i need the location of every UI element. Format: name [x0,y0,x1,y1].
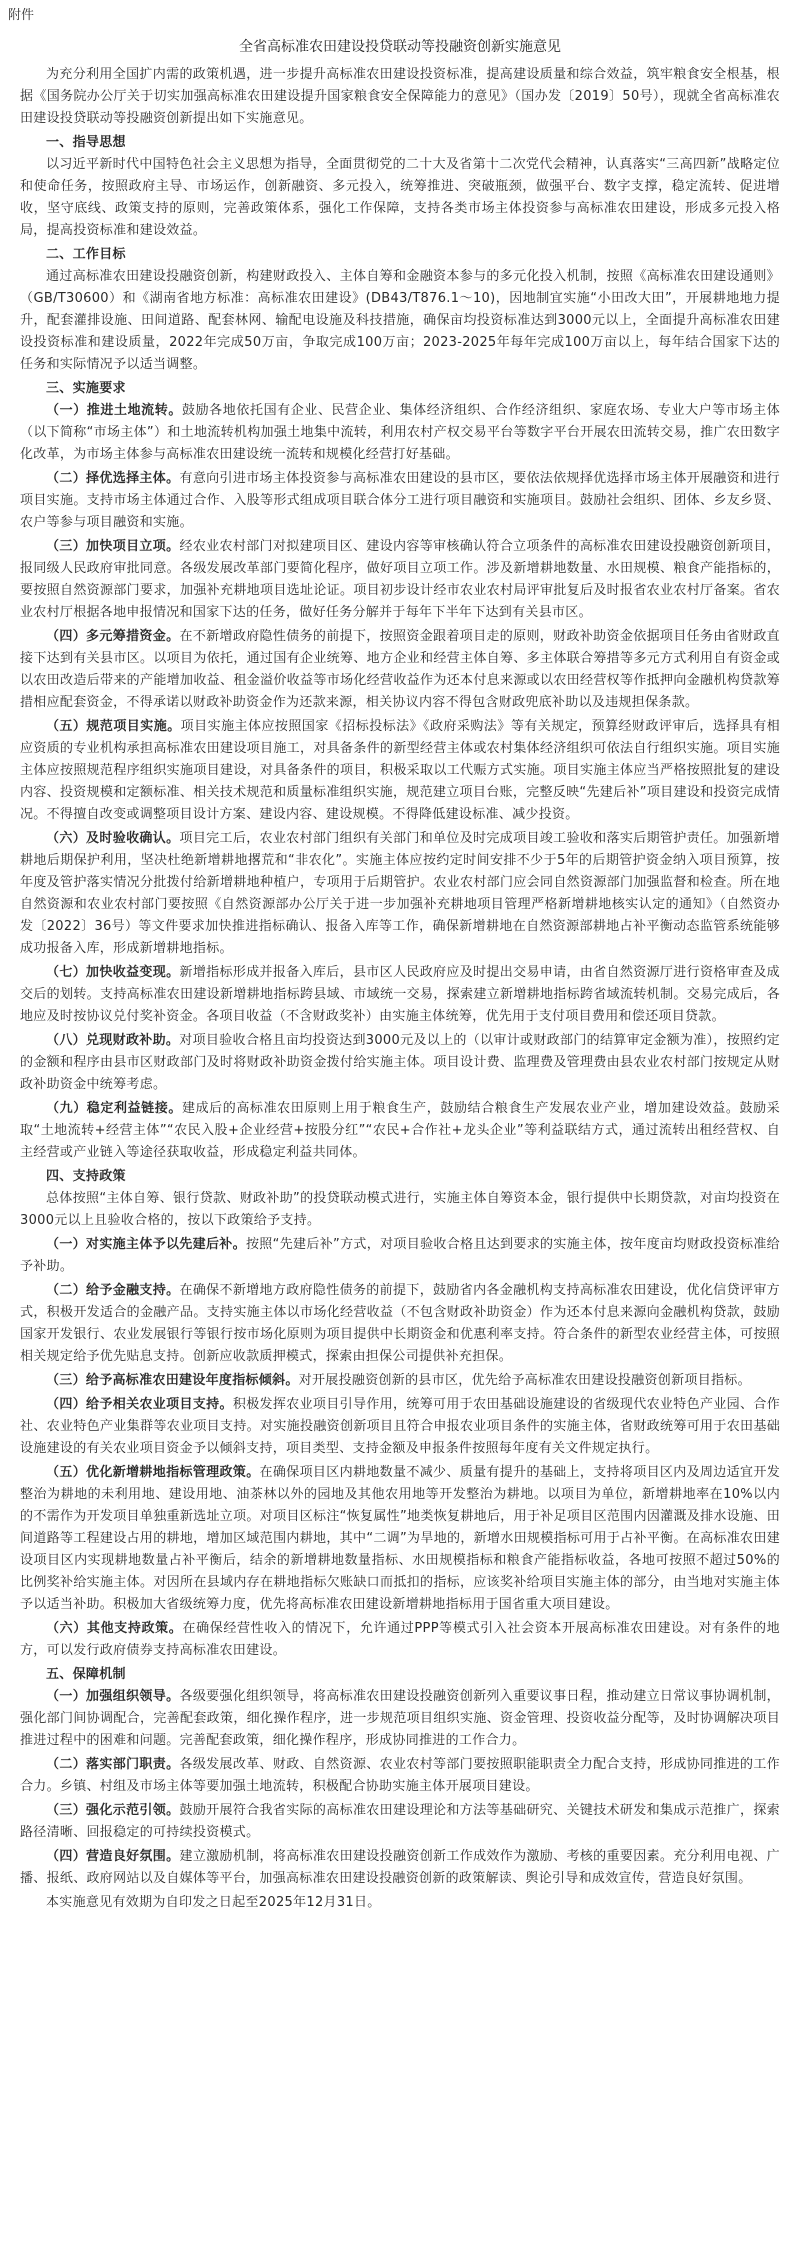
section-paragraph [20,716,780,826]
paragraph-text: 经农业农村部门对拟建项目区、建设内容等审核确认符合立项条件的高标准农田建设投融资创新项目，报同级人民政府审批同意。各级发展改革部门要简化程序，做好项目立项工作。涉及新增耕地数量、水田规模、粮食产能指标的，要按照自然资源部门要求，加强补充耕地项目选址论证。项目初步设计经市农业农村局评审批复后及时报省农业农村厅备案。省农业农村厅根据各地申报情况和国家下达的任务，做好任务分解并于每年下半年下达到有关县市区。 [20,539,780,620]
paragraph-lead: （三）强化示范引领。 [46,1803,180,1818]
section-heading: 一、指导思想 [46,135,126,150]
section-paragraph [20,266,780,376]
paragraph-text: 各级要强化组织领导，将高标准农田建设投融资创新列入重要议事日程，推动建立日常议事协调机制，强化部门间协调配合，完善配套政策，细化操作程序，进一步规范项目组织实施、资金管理、投资收益分配等，及时协调解决项目推进过程中的困难和问题。完善配套政策，细化操作程序，形成协同推进的工作合力。 [20,1689,780,1748]
section-paragraph [20,626,780,714]
section-paragraph [20,1370,780,1392]
intro-paragraph: 为充分利用全国扩内需的政策机遇，进一步提升高标准农田建设投资标准，提高建设质量和综合效益，筑牢粮食安全根基，根据《国务院办公厅关于切实加强高标准农田建设提升国家粮食安全保障能力的意见》（国办发〔2019〕50号），现就全省高标准农田建设投贷联动等投融资创新提出如下实施意见。 [20,67,780,126]
section-paragraph [20,536,780,624]
section-paragraph [20,1618,780,1662]
section-heading: 四、支持政策 [46,1169,126,1184]
section-paragraph [20,1234,780,1278]
attachment-label: 附件 [8,8,35,23]
paragraph-lead: （四）多元筹措资金。 [46,629,180,644]
paragraph-text: 建成后的高标准农田原则上用于粮食生产，鼓励结合粮食生产发展农业产业，增加建设效益。鼓励采取“土地流转+经营主体”“农民入股+企业经营+按股分红”“农民+合作社+龙头企业”等利益联结方式，通过流转出租经营权、自主经营或产业链入等途径获取收益，形成稳定利益共同体。 [20,1101,780,1160]
section-paragraph [20,400,780,466]
paragraph-text: 以习近平新时代中国特色社会主义思想为指导，全面贯彻党的二十大及省第十二次党代会精神，认真落实“三高四新”战略定位和使命任务，按照政府主导、市场运作，创新融资、多元投入，统筹推进、突破瓶颈，做强平台、数字支撑，稳定流转、促进增收，坚守底线、政策支持的原则，完善政策体系，强化工作保障，支持各类市场主体投资参与高标准农田建设，形成多元投入格局，提高投资标准和建设效益。 [20,157,780,238]
section-paragraph [20,1800,780,1844]
paragraph-text: 在确保项目区内耕地数量不减少、质量有提升的基础上，支持将项目区内及周边适宜开发整治为耕地的未利用地、建设用地、油茶林以外的园地及其他农用地等开发整治为耕地。以项目为单位，新增耕地率在10%以内的不需作为开发项目单独重新选址立项。对项目区标注“恢复属性”地类恢复耕地后，用于补足项目区范围内因灌溉及排水设施、田间道路等工程建设占用的耕地，增加区域范围内耕地，其中“二调”为旱地的，新增水田规模指标可用于占补平衡。在高标准农田建设项目区内实现耕地数量占补平衡后，结余的新增耕地数量指标、水田规模指标和粮食产能指标收益，各地可按照不超过50%的比例奖补给实施主体。对因所在县域内存在耕地指标欠账缺口而抵扣的指标，应该奖补给项目实施主体的部分，由当地对实施主体予以适当补助。积极加大省级统筹力度，优先将高标准农田建设新增耕地指标用于国省重大项目建设。 [20,1465,780,1612]
paragraph-lead: （二）给予金融支持。 [46,1283,180,1298]
section-heading: 二、工作目标 [46,247,126,262]
paragraph-text: 对项目验收合格且亩均投资达到3000元及以上的（以审计或财政部门的结算审定金额为准），按照约定的金额和程序由县市区财政部门及时将财政补助资金拨付给实施主体。项目设计费、监理费及管理费由县农业农村部门按规定从财政补助资金中统筹考虑。 [20,1033,780,1092]
paragraph-text: 建立激励机制，将高标准农田建设投融资创新工作成效作为激励、考核的重要因素。充分利用电视、广播、报纸、政府网站以及自媒体等平台，加强高标准农田建设投融资创新的政策解读、舆论引导和成效宣传，营造良好氛围。 [20,1849,780,1886]
section-paragraph [20,1098,780,1164]
paragraph-text: 新增指标形成并报备入库后，县市区人民政府应及时提出交易申请，由省自然资源厅进行资格审查及成交后的划转。支持高标准农田建设新增耕地指标跨县域、市域统一交易，探索建立新增耕地指标跨省域流转机制。交易完成后，各地应及时按协议兑付奖补资金。各项目收益（不含财政奖补）由实施主体统筹，优先用于支付项目费用和偿还项目贷款。 [20,965,780,1024]
paragraph-text: 各级发展改革、财政、自然资源、农业农村等部门要按照职能职责全力配合支持，形成协同推进的工作合力。乡镇、村组及市场主体等要加强土地流转，积极配合协助实施主体开展项目建设。 [20,1757,780,1794]
paragraph-lead: （四）给予相关农业项目支持。 [46,1397,233,1412]
paragraph-text: 通过高标准农田建设投融资创新，构建财政投入、主体自筹和金融资本参与的多元化投入机制，按照《高标准农田建设通则》（GB/T30600）和《湖南省地方标准：高标准农田建设》(DB43/T876.1～10)，因地制宜实施“小田改大田”，开展耕地地力提升，配套灌排设施、田间道路、配套林网、输配电设施及科技措施，确保亩均投资标准达到3000元以上，全面提升高标准农田建设投资标准和建设质量，2022年完成50万亩，争取完成100万亩；2023-2025年每年完成100万亩以上，每年结合国家下达的任务和实际情况予以适当调整。 [20,269,780,372]
paragraph-text: 总体按照“主体自筹、银行贷款、财政补助”的投贷联动模式进行，实施主体自筹资本金，银行提供中长期贷款，对亩均投资在3000元以上且验收合格的，按以下政策给予支持。 [20,1191,780,1228]
paragraph-lead: （五）优化新增耕地指标管理政策。 [46,1465,260,1480]
section-paragraph [20,1188,780,1232]
paragraph-lead: （一）对实施主体予以先建后补。 [46,1237,246,1252]
paragraph-text: 项目完工后，农业农村部门组织有关部门和单位及时完成项目竣工验收和落实后期管护责任。加强新增耕地后期保护利用，坚决杜绝新增耕地撂荒和“非农化”。实施主体应按约定时间安排不少于5年的后期管护资金纳入项目预算，按年度及管护落实情况分批拨付给新增耕地种植户，专项用于后期管护。农业农村部门应会同自然资源部门加强监督和检查。所在地自然资源和农业农村部门要按照《自然资源部办公厅关于进一步加强补充耕地项目管理严格新增耕地核实认定的通知》（自然资办发〔2022〕36号）等文件要求加快推进指标确认、报备入库等工作，确保新增耕地在自然资源部耕地占补平衡动态监管系统能够成功报备入库，形成新增耕地指标。 [20,831,780,956]
paragraph-lead: （一）加强组织领导。 [46,1689,180,1704]
section-paragraph [20,1030,780,1096]
paragraph-text: 按照“先建后补”方式，对项目验收合格且达到要求的实施主体，按年度亩均财政投资标准给予补助。 [20,1237,780,1274]
section-paragraph [20,1754,780,1798]
paragraph-text: 项目实施主体应按照国家《招标投标法》《政府采购法》等有关规定，预算经财政评审后，选择具有相应资质的专业机构承担高标准农田建设项目施工，对具备条件的新型经营主体或农村集体经济组织可依法自行组织实施。项目实施主体应按照规范程序组织实施项目建设，对具备条件的项目，积极采取以工代赈方式实施。项目实施主体应当严格按照批复的建设内容、投资规模和定额标准、相关技术规范和质量标准组织实施，规范建立项目台账，完整反映“先建后补”项目建设和投资完成情况。不得擅自改变或调整项目设计方案、建设内容、建设规模。不得降低建设标准、减少投资。 [20,719,780,822]
paragraph-lead: （六）其他支持政策。 [46,1621,183,1636]
paragraph-lead: （七）加快收益变现。 [46,965,180,980]
paragraph-text: 在不新增政府隐性债务的前提下，按照资金跟着项目走的原则，财政补助资金依据项目任务由省财政直接下达到有关县市区。以项目为依托，通过国有企业统筹、地方企业和经营主体自筹、多主体联合筹措等多元方式利用自有资金或以农田改造后带来的产能增加收益、租金溢价收益等市场化经营收益作为还本付息来源或以农田经营权等作抵押向金融机构贷款筹措相应配套资金，不得承诺以财政补助资金作为还款来源，相关协议内容不得包含财政兜底补助以及违规担保条款。 [20,629,780,710]
paragraph-lead: （二）择优选择主体。 [46,471,180,486]
paragraph-lead: （五）规范项目实施。 [46,719,181,734]
paragraph-text: 有意向引进市场主体投资参与高标准农田建设的县市区，要依法依规择优选择市场主体开展融资和进行项目实施。支持市场主体通过合作、入股等形式组成项目联合体分工进行项目融资和实施项目。鼓励社会组织、团体、乡友乡贤、农户等参与项目融资和实施。 [20,471,780,530]
validity-note: 本实施意见有效期为自印发之日起至2025年12月31日。 [46,1895,381,1910]
section-paragraph [20,1462,780,1616]
section-paragraph [20,468,780,534]
paragraph-text: 鼓励各地依托国有企业、民营企业、集体经济组织、合作经济组织、家庭农场、专业大户等市场主体（以下简称“市场主体”）和土地流转机构加强土地集中流转，利用农村产权交易平台等数字平台开展农田流转交易，推广农田数字化改革，为市场主体参与高标准农田建设统一流转和规模化经营打好基础。 [20,403,780,462]
document-body [20,64,780,1916]
section-paragraph [20,828,780,960]
paragraph-text: 对开展投融资创新的县市区，优先给予高标准农田建设投融资创新项目指标。 [298,1373,751,1388]
paragraph-lead: （二）落实部门职责。 [46,1757,180,1772]
section-paragraph [20,154,780,242]
section-paragraph [20,1394,780,1460]
paragraph-text: 积极发挥农业项目引导作用，统筹可用于农田基础设施建设的省级现代农业特色产业园、合作社、农业特色产业集群等农业项目支持。对实施投融资创新项目且符合申报农业项目条件的实施主体，省财政统筹可用于农田基础设施建设的有关农业项目资金予以倾斜支持，项目类型、支持金额及申报条件按照每年度有关文件规定执行。 [20,1397,780,1456]
paragraph-text: 在确保经营性收入的情况下，允许通过PPP等模式引入社会资本开展高标准农田建设。对有条件的地方，可以发行政府债券支持高标准农田建设。 [20,1621,780,1658]
section-paragraph [20,1280,780,1368]
section-paragraph [20,1686,780,1752]
paragraph-text: 鼓励开展符合我省实际的高标准农田建设理论和方法等基础研究、关键技术研发和集成示范推广，探索路径清晰、回报稳定的可持续投资模式。 [20,1803,780,1840]
paragraph-lead: （一）推进土地流转。 [46,403,182,418]
paragraph-lead: （六）及时验收确认。 [46,831,180,846]
section-heading: 三、实施要求 [46,381,126,396]
paragraph-text: 在确保不新增地方政府隐性债务的前提下，鼓励省内各金融机构支持高标准农田建设，优化信贷评审方式，积极开发适合的金融产品。支持实施主体以市场化经营收益（不包含财政补助资金）作为还本付息来源向金融机构贷款，鼓励国家开发银行、农业发展银行等银行按市场化原则为项目提供中长期资金和优惠利率支持。符合条件的新型农业经营主体，可按照相关规定给予优先贴息支持。创新应收款质押模式，探索由担保公司提供补充担保。 [20,1283,780,1364]
paragraph-lead: （三）加快项目立项。 [46,539,180,554]
section-heading: 五、保障机制 [46,1667,126,1682]
paragraph-lead: （三）给予高标准农田建设年度指标倾斜。 [46,1373,299,1388]
paragraph-lead: （九）稳定利益链接。 [46,1101,182,1116]
document-title: 全省高标准农田建设投贷联动等投融资创新实施意见 [239,39,561,55]
section-paragraph [20,1846,780,1890]
paragraph-lead: （四）营造良好氛围。 [46,1849,180,1864]
paragraph-lead: （八）兑现财政补助。 [46,1033,180,1048]
section-paragraph [20,962,780,1028]
